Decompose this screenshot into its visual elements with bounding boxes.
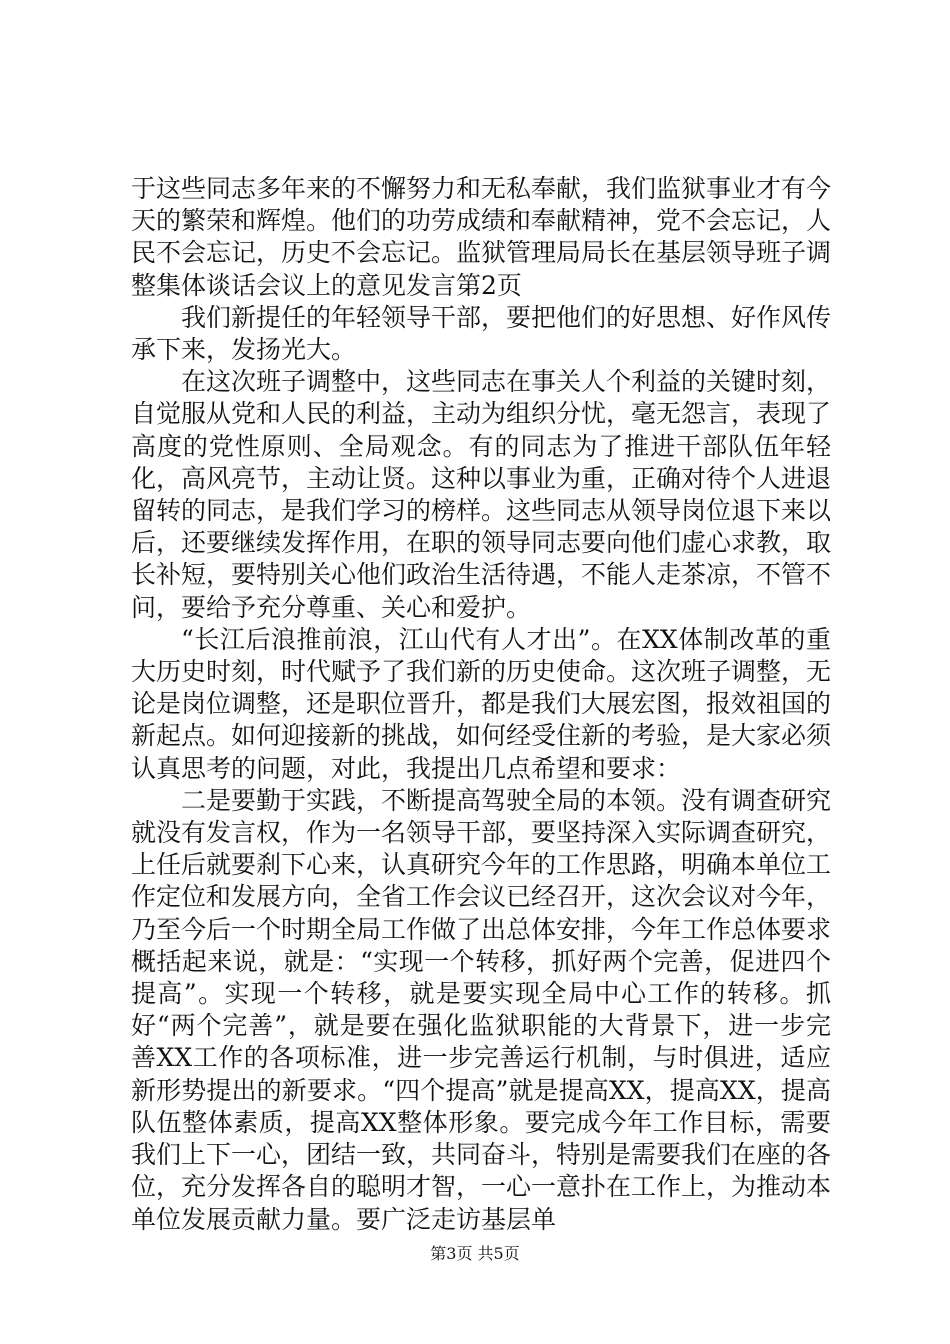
body-text <box>131 173 831 1236</box>
paragraph-4: “长江后浪推前浪，江山代有人才出”。在XX体制改革的重大历史时刻，时代赋予了我们新的历史使命。这次班子调整，无论是岗位调整，还是职位晋升，都是我们大展宏图，报效祖国的新起点。如何迎接新的挑战，如何经受住新的考验，是大家必须认真思考的问题，对此，我提出几点希望和要求： <box>131 624 832 783</box>
paragraph-3: 在这次班子调整中，这些同志在事关人个利益的关键时刻，自觉服从党和人民的利益，主动为组织分忧，毫无怨言，表现了高度的党性原则、全局观念。有的同志为了推进干部队伍年轻化，高风亮节，主动让贤。这种以事业为重，正确对待个人进退留转的同志，是我们学习的榜样。这些同志从领导岗位退下来以后，还要继续发挥作用，在职的领导同志要向他们虚心求教，取长补短，要特别关心他们政治生活待遇，不能人走茶凉，不管不问，要给予充分尊重、关心和爱护。 <box>131 367 832 622</box>
paragraph-2: 我们新提任的年轻领导干部，要把他们的好思想、好作风传承下来，发扬光大。 <box>131 302 832 365</box>
paragraph-1: 于这些同志多年来的不懈努力和无私奉献，我们监狱事业才有今天的繁荣和辉煌。他们的功劳成绩和奉献精神，党不会忘记，人民不会忘记，历史不会忘记。监狱管理局局长在基层领导班子调整集体谈话会议上的意见发言第2页 <box>131 174 832 300</box>
paragraph-5: 二是要勤于实践，不断提高驾驶全局的本领。没有调查研究就没有发言权，作为一名领导干部，要坚持深入实际调查研究，上任后就要刹下心来，认真研究今年的工作思路，明确本单位工作定位和发展方向，全省工作会议已经召开，这次会议对今年，乃至今后一个时期全局工作做了出总体安排，今年工作总体要求概括起来说，就是：“实现一个转移，抓好两个完善，促进四个提高”。实现一个转移，就是要实现全局中心工作的转移。抓好“两个完善”，就是要在强化监狱职能的大背景下，进一步完善XX工作的各项标准，进一步完善运行机制，与时俱进，适应新形势提出的新要求。“四个提高”就是提高XX，提高XX，提高队伍整体素质，提高XX整体形象。要完成今年工作目标，需要我们上下一心，团结一致，共同奋斗，特别是需要我们在座的各位，充分发挥各自的聪明才智，一心一意扑在工作上，为推动本单位发展贡献力量。要广泛走访基层单 <box>131 785 832 1234</box>
page-number-footer: 第3页 共5页 <box>430 1244 520 1263</box>
